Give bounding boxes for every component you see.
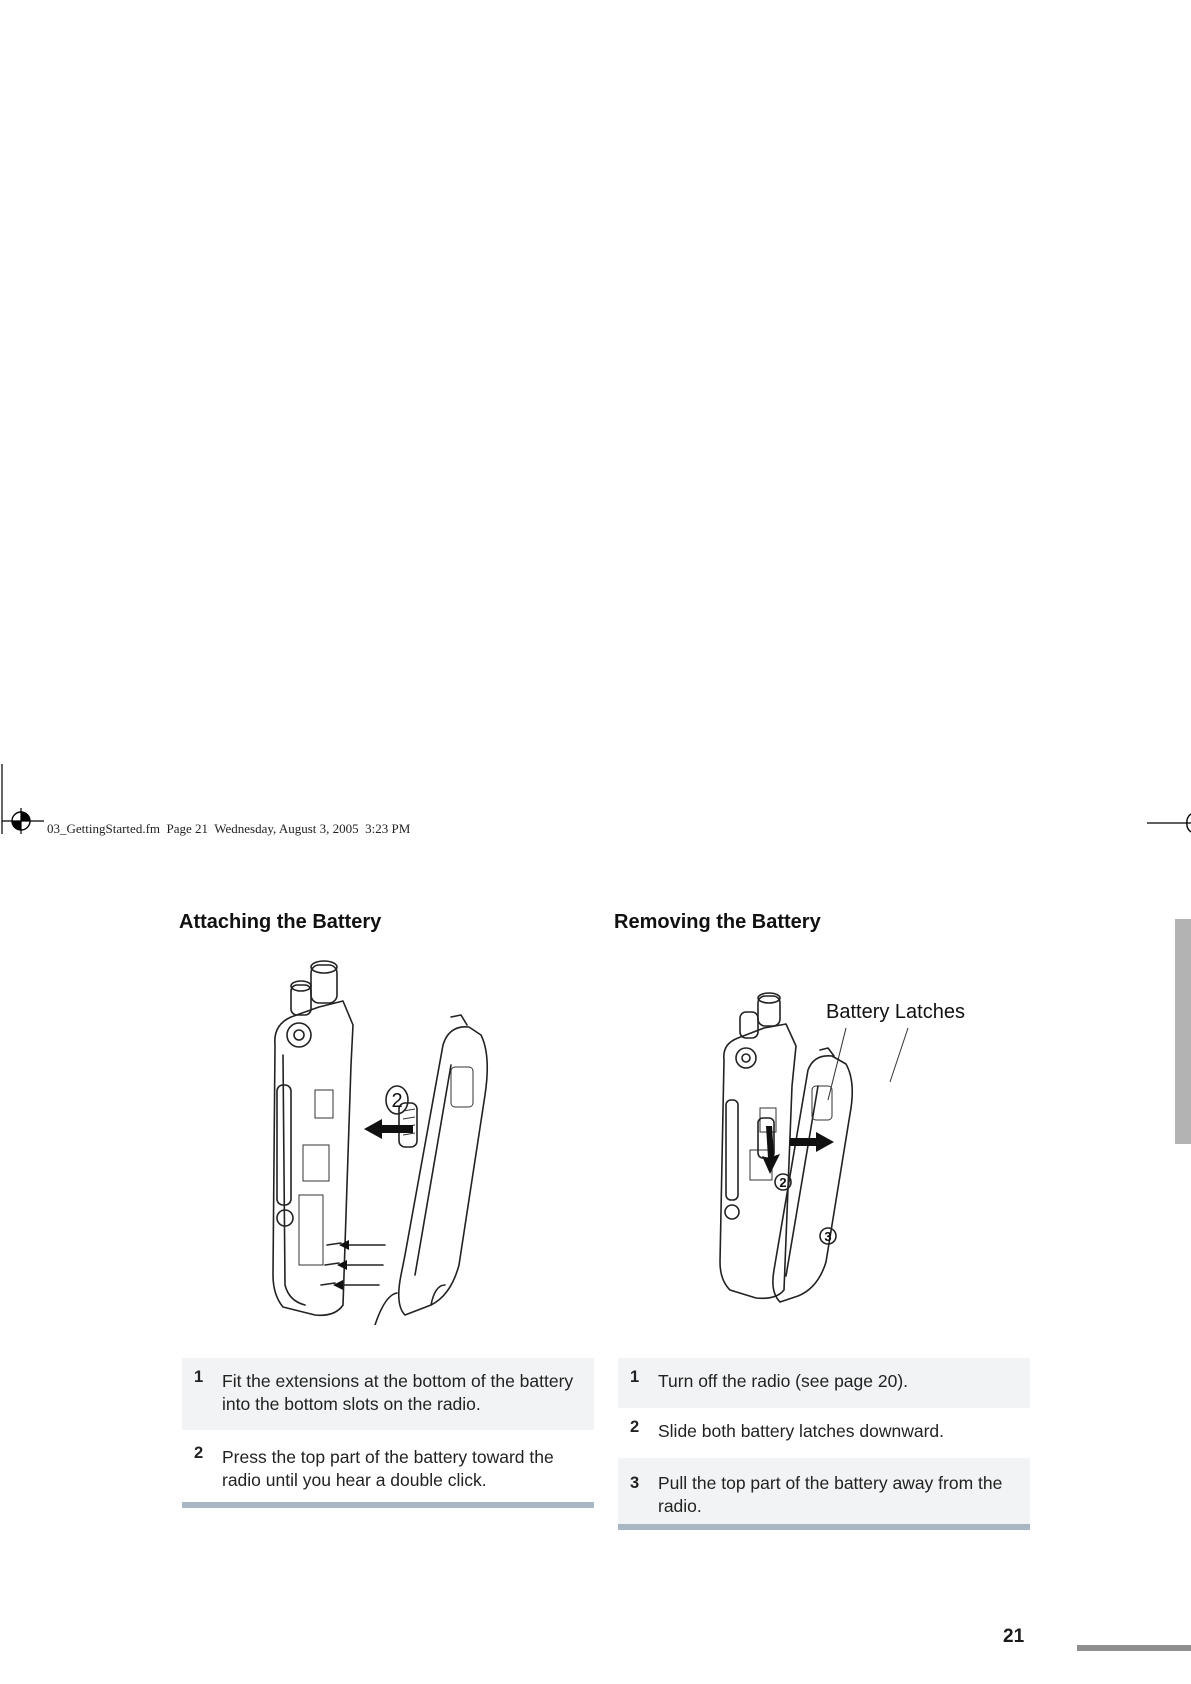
step-number: 2 xyxy=(630,1418,640,1436)
page-number: 21 xyxy=(1003,1626,1025,1647)
step-text: Press the top part of the battery toward the radio until you hear a double click. xyxy=(222,1447,554,1490)
step-text: Turn off the radio (see page 20). xyxy=(658,1371,909,1391)
step-number: 1 xyxy=(194,1368,204,1386)
removing-battery-title: Removing the Battery xyxy=(614,911,821,933)
step-text: Fit the extensions at the bottom of the battery into the bottom slots on the radio. xyxy=(222,1371,574,1414)
registration-mark-right xyxy=(1143,808,1191,838)
attach-step-2 xyxy=(182,1430,594,1502)
section-end-rule xyxy=(618,1524,1030,1530)
attaching-battery-title: Attaching the Battery xyxy=(179,911,382,933)
step-number: 2 xyxy=(194,1444,204,1462)
remove-callout-3: 3 xyxy=(824,1229,832,1244)
step-number: 3 xyxy=(630,1474,640,1492)
attaching-battery-illustration xyxy=(255,955,525,1325)
remove-step-2 xyxy=(618,1408,1030,1458)
battery-latches-label: Battery Latches xyxy=(826,1001,965,1023)
print-header: 03_GettingStarted.fm Page 21 Wednesday, August 3, 2005 3:23 PM xyxy=(47,821,411,836)
remove-step-3 xyxy=(618,1458,1030,1524)
section-end-rule xyxy=(182,1502,594,1508)
chapter-tab xyxy=(1175,919,1191,1144)
remove-step-1 xyxy=(618,1358,1030,1408)
attach-step-1 xyxy=(182,1358,594,1430)
step-text: Pull the top part of the battery away from the radio. xyxy=(658,1473,1003,1516)
step-text: Slide both battery latches downward. xyxy=(658,1421,944,1441)
removing-steps xyxy=(618,1358,1030,1530)
attaching-steps xyxy=(182,1358,594,1508)
registration-mark-left xyxy=(0,764,48,834)
removing-battery-illustration xyxy=(700,990,1000,1310)
attach-callout-2: 2 xyxy=(391,1090,403,1112)
footer-bar xyxy=(1077,1645,1191,1651)
step-number: 1 xyxy=(630,1368,640,1386)
remove-callout-2: 2 xyxy=(779,1175,787,1190)
